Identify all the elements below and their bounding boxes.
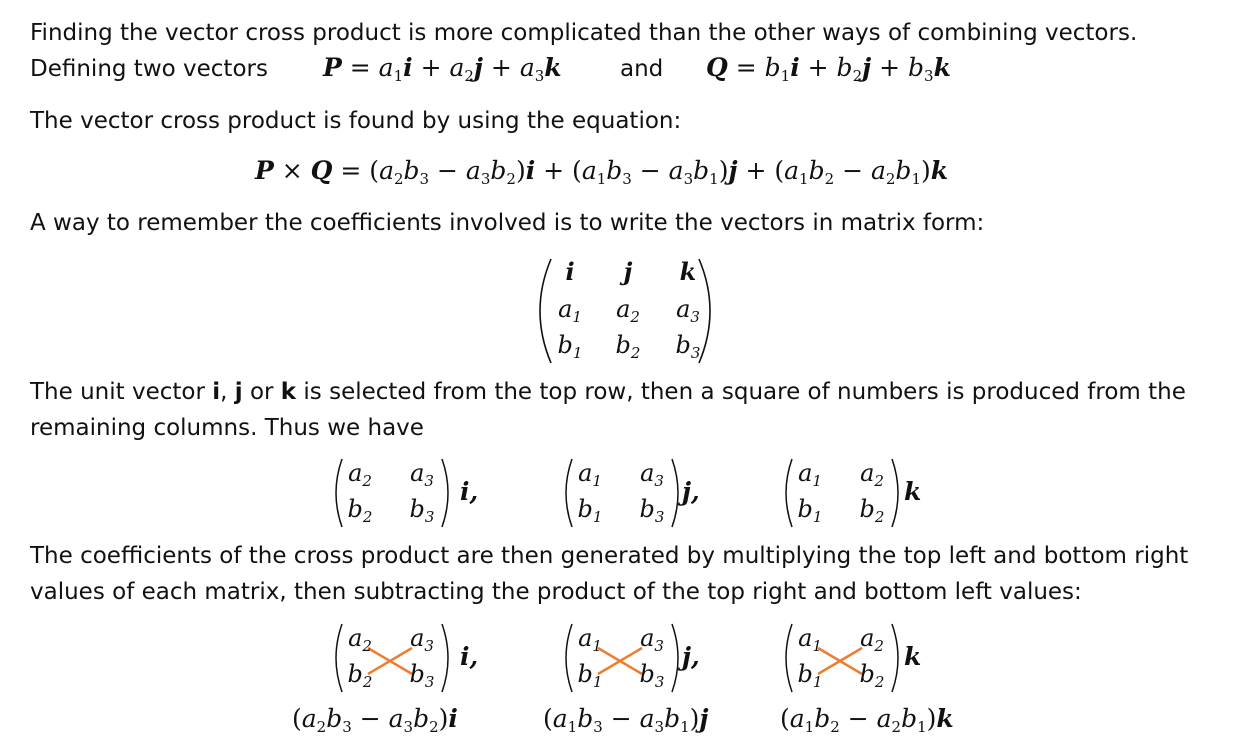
minor-cell-bl: [577, 660, 603, 691]
subscript: 2: [464, 67, 474, 85]
subscript: 2: [362, 508, 373, 526]
minor-cell-br: [639, 660, 665, 691]
minor-cell-tr: [640, 624, 664, 655]
minor-matrix-k: [778, 455, 928, 531]
subscript: 3: [683, 170, 694, 188]
coef: b: [639, 495, 655, 523]
subscript: 3: [424, 472, 434, 490]
subscript: 1: [572, 344, 583, 362]
minor-cell-tl: [578, 459, 602, 490]
coef: a: [301, 704, 317, 733]
subscript: 2: [506, 170, 516, 188]
minus-sign: −: [610, 704, 632, 733]
subscript: 3: [654, 637, 664, 655]
vector-q-name: Q: [706, 53, 728, 82]
matrix-cell-a3: [676, 295, 700, 326]
result-k: [780, 704, 954, 736]
minor-label: k: [904, 477, 922, 506]
coef: b: [797, 660, 813, 688]
subscript: 3: [622, 170, 632, 188]
minor-label: i,: [460, 642, 479, 671]
coef: a: [348, 459, 363, 487]
minor-cell-tl: [348, 624, 372, 655]
result-j: [543, 704, 709, 736]
coef: b: [413, 704, 430, 733]
subscript: 3: [424, 673, 435, 691]
subscript: 3: [342, 718, 352, 736]
subscript: 3: [654, 508, 665, 526]
matrix-cell-j: j: [623, 257, 633, 286]
minor-cell-tr: [640, 459, 664, 490]
coef: b: [403, 156, 420, 185]
subscript: 3: [424, 508, 435, 526]
subscript: 3: [403, 718, 414, 736]
coef: b: [615, 331, 631, 359]
subscript: 1: [596, 170, 607, 188]
coef: a: [379, 156, 394, 185]
unit-k: k: [280, 379, 297, 405]
equation-intro: The vector cross product is found by using the equation:: [30, 108, 682, 134]
matrix-cell-k: k: [679, 257, 697, 286]
subscript: 1: [812, 637, 822, 655]
equals-sign: =: [349, 53, 371, 82]
coef: a: [465, 156, 481, 185]
times-sign: ×: [281, 156, 303, 185]
minor-label: i,: [460, 477, 479, 506]
subscript: 2: [362, 637, 372, 655]
subscript: 1: [812, 472, 822, 490]
selection-line-1: [30, 374, 1186, 410]
coef: a: [860, 459, 875, 487]
separator: or: [242, 379, 281, 405]
close-paren: ): [689, 704, 700, 733]
coef: b: [490, 156, 507, 185]
subscript: 2: [429, 718, 439, 736]
coef: a: [616, 295, 631, 323]
subscript: 2: [885, 170, 896, 188]
subscript: 1: [780, 67, 791, 85]
coef: a: [519, 53, 535, 82]
coef: a: [378, 53, 394, 82]
subscript: 2: [393, 170, 404, 188]
subscript: 3: [534, 67, 545, 85]
unit-vector: k: [936, 704, 954, 733]
equals-sign: =: [735, 53, 757, 82]
subscript: 3: [690, 344, 701, 362]
unit-vector: k: [544, 53, 562, 82]
minor-cell-tl: [798, 624, 822, 655]
coef: a: [578, 459, 593, 487]
subscript: 3: [654, 673, 665, 691]
close-paren: ): [926, 704, 937, 733]
coef: b: [808, 156, 825, 185]
coef: a: [639, 704, 655, 733]
subscript: 2: [852, 67, 863, 85]
subscript: 1: [592, 508, 603, 526]
subscript: 2: [362, 673, 373, 691]
coef: b: [693, 156, 710, 185]
minor-cell-tr: [860, 624, 884, 655]
coef: a: [388, 704, 404, 733]
coef: b: [347, 660, 363, 688]
coef: b: [764, 53, 781, 82]
coef: b: [859, 495, 875, 523]
subscript: 1: [812, 508, 823, 526]
coef: b: [859, 660, 875, 688]
subscript: 1: [592, 637, 602, 655]
subscript: 1: [812, 673, 823, 691]
minus-sign: −: [847, 704, 869, 733]
coef: b: [409, 495, 425, 523]
lhs-q: Q: [310, 156, 333, 185]
vector-matrix: [525, 255, 725, 367]
unit-vector: i: [403, 53, 413, 82]
coef: b: [675, 331, 691, 359]
subscript: 2: [362, 472, 372, 490]
unit-vector: k: [930, 156, 949, 185]
minor-cell-tr: [410, 624, 434, 655]
coef: b: [557, 331, 573, 359]
coef: a: [798, 459, 813, 487]
coef: a: [348, 624, 363, 652]
coeff-line-2: values of each matrix, then subtracting the product of the top right and bottom left values:: [30, 579, 1082, 605]
subscript: 1: [592, 472, 602, 490]
crossed-minor-k: [778, 620, 928, 696]
coef: a: [789, 704, 805, 733]
minor-label: k: [904, 642, 922, 671]
coeff-line-1: The coefficients of the cross product are then generated by multiplying the top left and bottom right: [30, 543, 1189, 569]
coef: b: [836, 53, 853, 82]
vector-q-definition: $Q = b_1i + b_2j + b_3k$: [706, 53, 951, 85]
coef: a: [798, 624, 813, 652]
minor-cell-tr: [410, 459, 434, 490]
minor-cell-br: [859, 495, 885, 526]
minor-cell-bl: [347, 495, 373, 526]
open-paren: (: [543, 704, 553, 733]
subscript: 1: [804, 718, 815, 736]
subscript: 2: [824, 170, 835, 188]
coef: a: [860, 624, 875, 652]
subscript: 1: [393, 67, 404, 85]
selection-line-2: remaining columns. Thus we have: [30, 415, 424, 441]
minor-label: j,: [682, 642, 700, 671]
coef: a: [876, 704, 892, 733]
subscript: 3: [593, 718, 603, 736]
selection-text: The unit vector: [30, 379, 213, 405]
intro-line-1: Finding the vector cross product is more complicated than the other ways of combining vectors.: [30, 20, 1138, 46]
subscript: 2: [630, 344, 641, 362]
coef: b: [409, 660, 425, 688]
minor-cell-bl: [577, 495, 603, 526]
open-paren: (: [780, 704, 790, 733]
close-paren: ): [438, 704, 449, 733]
lhs-p: P: [255, 156, 274, 185]
minor-cell-bl: [347, 660, 373, 691]
minor-cell-br: [639, 495, 665, 526]
matrix-cell-a1: [558, 295, 582, 326]
unit-vector: j: [728, 156, 738, 185]
crossed-minor-i: [328, 620, 478, 696]
minor-matrix-j: [558, 455, 708, 531]
coef: b: [797, 495, 813, 523]
subscript: 1: [917, 718, 927, 736]
separator: ,: [220, 379, 235, 405]
result-i: [292, 704, 458, 736]
coef: b: [577, 495, 593, 523]
unit-vector: j: [862, 53, 872, 82]
subscript: 2: [874, 673, 885, 691]
minor-cell-br: [409, 495, 435, 526]
selection-text: is selected from the top row, then a square of numbers is produced from the: [296, 379, 1186, 405]
minor-cell-tl: [578, 624, 602, 655]
minor-cell-bl: [797, 495, 823, 526]
subscript: 3: [480, 170, 491, 188]
crossed-minor-j: [558, 620, 708, 696]
and-text: and: [620, 56, 664, 82]
minor-cell-tr: [860, 459, 884, 490]
matrix-cell-b2: [615, 331, 641, 362]
coef: b: [326, 704, 343, 733]
coef: a: [410, 459, 425, 487]
cross-product-equation: $P \times Q = (a_2b_3 - a_3b_2)i + (a_1b_3 - a_3b_1)j + (a_1b_2 - a_2b_1)k$: [255, 156, 949, 188]
minor-cell-br: [859, 660, 885, 691]
coef: b: [895, 156, 912, 185]
defining-text: Defining two vectors: [30, 56, 268, 82]
coef: b: [639, 660, 655, 688]
subscript: 3: [924, 67, 934, 85]
subscript: 3: [424, 637, 434, 655]
coef: a: [668, 156, 684, 185]
coef: a: [558, 295, 573, 323]
subscript: 2: [830, 718, 840, 736]
unit-vector: k: [933, 53, 951, 82]
coef: b: [814, 704, 831, 733]
subscript: 2: [874, 508, 885, 526]
minor-cell-bl: [797, 660, 823, 691]
coef: a: [870, 156, 886, 185]
matrix-cell-b1: [557, 331, 583, 362]
matrix-cell-a2: [616, 295, 640, 326]
vector-p-name: P: [323, 53, 342, 82]
coef: b: [901, 704, 918, 733]
subscript: 1: [567, 718, 578, 736]
minor-cell-tl: [798, 459, 822, 490]
subscript: 3: [654, 718, 665, 736]
coef: a: [552, 704, 568, 733]
coef: a: [676, 295, 691, 323]
minor-cell-tl: [348, 459, 372, 490]
equals-sign: =: [340, 156, 362, 185]
coef: b: [347, 495, 363, 523]
coef: a: [578, 624, 593, 652]
minor-label: j,: [682, 477, 700, 506]
coef: a: [784, 156, 800, 185]
vector-p-definition: $P = a_1i + a_2j + a_3k$: [323, 53, 562, 85]
coef: b: [606, 156, 623, 185]
unit-i: i: [212, 379, 221, 405]
intro-line-2: [30, 51, 268, 87]
subscript: 1: [709, 170, 719, 188]
matrix-intro: A way to remember the coefficients involved is to write the vectors in matrix form:: [30, 210, 985, 236]
unit-vector: i: [790, 53, 800, 82]
open-paren: (: [292, 704, 302, 733]
subscript: 2: [874, 472, 884, 490]
matrix-cell-b3: [675, 331, 701, 362]
minus-sign: −: [359, 704, 381, 733]
subscript: 1: [799, 170, 809, 188]
subscript: 3: [654, 472, 664, 490]
subscript: 2: [316, 718, 327, 736]
unit-j: j: [234, 379, 243, 405]
coef: b: [577, 660, 593, 688]
matrix-cell-i: i: [565, 257, 575, 286]
coef: b: [664, 704, 681, 733]
unit-vector: i: [448, 704, 458, 733]
coef: b: [577, 704, 594, 733]
coef: a: [640, 459, 655, 487]
unit-vector: i: [525, 156, 536, 185]
coef: a: [449, 53, 465, 82]
unit-vector: j: [473, 53, 483, 82]
subscript: 1: [680, 718, 690, 736]
subscript: 1: [572, 308, 582, 326]
subscript: 1: [911, 170, 921, 188]
subscript: 1: [592, 673, 603, 691]
subscript: 3: [690, 308, 700, 326]
subscript: 2: [630, 308, 640, 326]
unit-vector: j: [699, 704, 709, 733]
minor-matrix-i: [328, 455, 478, 531]
coef: a: [581, 156, 597, 185]
coef: a: [640, 624, 655, 652]
subscript: 2: [874, 637, 884, 655]
coef: b: [908, 53, 925, 82]
coef: a: [410, 624, 425, 652]
minor-cell-br: [409, 660, 435, 691]
subscript: 3: [419, 170, 430, 188]
subscript: 2: [891, 718, 902, 736]
